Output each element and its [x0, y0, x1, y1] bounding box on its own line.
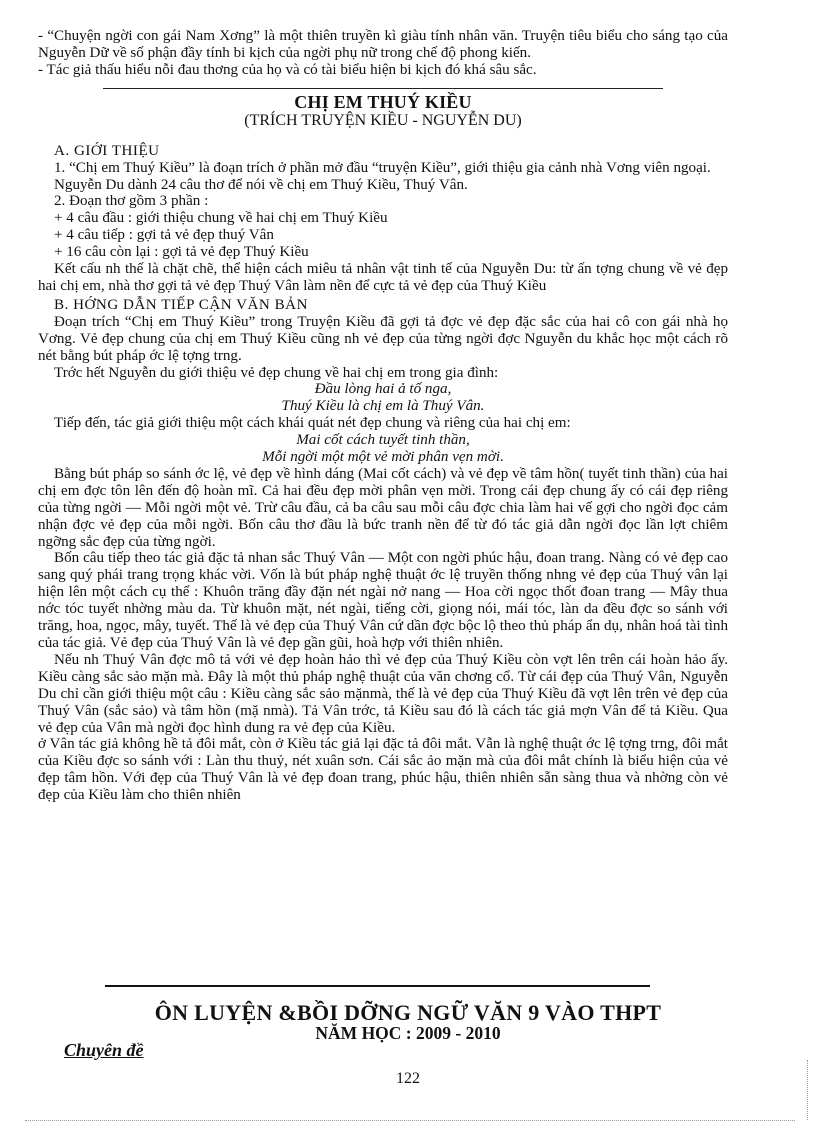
lesson-subtitle: (TRÍCH TRUYỆN KIỀU - NGUYỄN DU)	[244, 111, 522, 129]
section-b-paragraph: ở Vân tác giả không hề tả đôi mắt, còn ở Kiều tác giả lại đặc tả đôi mắt. Vẫn là nghệ thuật ớc lệ tợng trng, đôi mắt của Kiều đợc so sánh với : Làn thu thuỷ, nét xuân sơn. Cái sắc ảo mặn mà của đôi mắt chính là biểu hiện của vẻ đẹp tâm hồn. Với đẹp của Thuý Vân là vẻ đẹp đoan trang, phúc hậu, thiên nhiên sẵn sàng thua và nhờng còn vẻ đẹp của Kiều làm cho thiên nhiên	[38, 736, 728, 804]
section-a-paragraph: 1. “Chị em Thuý Kiều” là đoạn trích ở phần mở đầu “truyện Kiều”, giới thiệu gia cảnh nhà Vơng viên ngoại.	[54, 159, 711, 176]
structure-item: + 4 câu đầu : giới thiệu chung về hai chị em Thuý Kiều	[54, 210, 388, 227]
section-divider	[103, 88, 663, 89]
footer-divider	[105, 985, 650, 987]
page-right-border	[807, 1060, 808, 1120]
page-number: 122	[396, 1070, 420, 1087]
structure-item: + 4 câu tiếp : gợi tả vẻ đẹp thuý Vân	[54, 227, 274, 244]
section-b-paragraph: Đoạn trích “Chị em Thuý Kiều” trong Truyện Kiều đã gợi tả đợc vẻ đẹp đặc sắc của hai cô con gái nhà họ Vơng. Vẻ đẹp chung của chị em Thuý Kiều cũng nh vẻ đẹp của từng ngời đợc Nguyễn du khắc học một cách rõ nét bằng bút pháp ớc lệ tợng trng.	[38, 313, 728, 364]
intro-paragraph-2: - Tác giả thấu hiểu nỗi đau thơng của họ và có tài biểu hiện bi kịch đó khá sâu sắc.	[38, 61, 537, 78]
intro-paragraph-1: - “Chuyện ngời con gái Nam Xơng” là một thiên truyền kì giàu tính nhân văn. Truyện tiêu biểu cho sáng tạo của Nguyễn Dữ về số phận đầy tính bi kịch của ngời phụ nữ trong chế độ phong kiến.	[38, 28, 728, 61]
footer-title: ÔN LUYỆN &BỒI DỠNG NGỮ VĂN 9 VÀO THPT	[154, 1000, 662, 1025]
section-a-paragraph: Kết cấu nh thế là chặt chẽ, thể hiện cách miêu tả nhân vật tinh tế của Nguyễn Du: từ ấn tợng chung về vẻ đẹp hai chị em, nhà thơ gợi tả vẻ đẹp Thuý Vân làm nền để cực tả vẻ đẹp của Thuý Kiều	[38, 261, 728, 294]
section-a-paragraph: 2. Đoạn thơ gồm 3 phần :	[54, 193, 209, 210]
section-b-paragraph: Bằng bút pháp so sánh ớc lệ, vẻ đẹp về hình dáng (Mai cốt cách) và vẻ đẹp về tâm hồn( tuyết tinh thần) của hai chị em đợc tôn lên đến độ hoàn mĩ. Cả hai đều đẹp mời phân vẹn mời. Trong cái đẹp chung ấy có cái đẹp riêng của từng ngời — Mỗi ngời một vẻ. Trừ câu đầu, cả ba câu sau mỗi câu đợc chia làm hai vế gợi cho ngời đọc cảm nhận đợc vẻ đẹp của mỗi ngời. Bốn câu thơ đầu là bức tranh nền để từ đó tác giả dẫn ngời đọc lần lợt chiêm ngỡng sắc đẹp của từng ngời.	[38, 465, 728, 550]
section-a-heading: A. GIỚI THIỆU	[54, 142, 160, 159]
structure-item: + 16 câu còn lại : gợi tả vẻ đẹp Thuý Kiều	[54, 244, 309, 261]
footer-school-year: NĂM HỌC : 2009 - 2010	[315, 1023, 501, 1043]
page-bottom-border	[25, 1120, 795, 1121]
verse-line: Mỗi ngời một một vẻ mời phân vẹn mời.	[262, 449, 504, 466]
section-a-paragraph: Nguyễn Du dành 24 câu thơ để nói về chị em Thuý Kiều, Thuý Vân.	[54, 176, 468, 193]
section-b-paragraph: Nếu nh Thuý Vân đợc mô tả với vẻ đẹp hoàn hảo thì vẻ đẹp của Thuý Kiều còn vợt lên trên cái hoàn hảo ấy. Kiều càng sắc sảo mặn mà. Đây là một thủ pháp nghệ thuật của văn chơng cổ. Từ cái đẹp của Thuý Vân, Nguyễn Du chỉ cần giới thiệu một câu : Kiều càng sắc sảo mặnmà, thế là vẻ đẹp của Thuý Kiều đã vợt lên trên vẻ đẹp của Thuý Vân (sắc sảo) và tâm hồn (mặ nmà). Tả Vân trớc, tả Kiều sau đó là cách tác giả mợn Vân để tả Kiều. Qua vẻ đẹp của Vân mà ngời đọc hình dung ra vẻ đẹp của Kiều.	[38, 651, 728, 736]
section-b-paragraph: Trớc hết Nguyễn du giới thiệu vẻ đẹp chung về hai chị em trong gia đình:	[54, 364, 499, 381]
document-body	[38, 28, 728, 804]
section-b-paragraph: Tiếp đến, tác giả giới thiệu một cách khái quát nét đẹp chung và riêng của hai chị em:	[54, 415, 571, 432]
lesson-title: CHỊ EM THUÝ KIỀU	[294, 91, 472, 112]
verse-line: Mai cốt cách tuyết tinh thần,	[296, 432, 470, 449]
verse-line: Thuý Kiều là chị em là Thuý Vân.	[281, 398, 485, 415]
footer-topic-label: Chuyên đề	[64, 1040, 144, 1060]
section-b-paragraph: Bốn câu tiếp theo tác giả đặc tả nhan sắc Thuý Vân — Một con ngời phúc hậu, đoan trang. Nàng có vẻ đẹp cao sang quý phái trang trọng khác vời. Vốn là bút pháp nghệ thuật ớc lệ truyền thống nhng vẻ đẹp của Thuý vân lại hiện lên một cách cụ thể : Khuôn trăng đầy đặn nét ngài nở nang — Hoa cời ngọc thốt đoan trang — Mây thua nớc tóc tuyết nhờng màu da. Từ khuôn mặt, nét ngài, tiếng cời, giọng nói, mái tóc, làn da đều đợc so sánh với trăng, hoa, ngọc, mây, tuyết. Thế là vẻ đẹp của Thuý Vân cứ dần đợc bộc lộ theo thủ pháp ẩn dụ, nhân hoá tài tình của tác giả. Vẻ đẹp của Thuý Vân là vẻ đẹp gần gũi, hoà hợp với thiên nhiên.	[38, 550, 728, 651]
verse-line: Đầu lòng hai ả tố nga,	[314, 381, 452, 398]
section-b-heading: B. HỚNG DẪN TIẾP CẬN VĂN BẢN	[54, 296, 308, 313]
